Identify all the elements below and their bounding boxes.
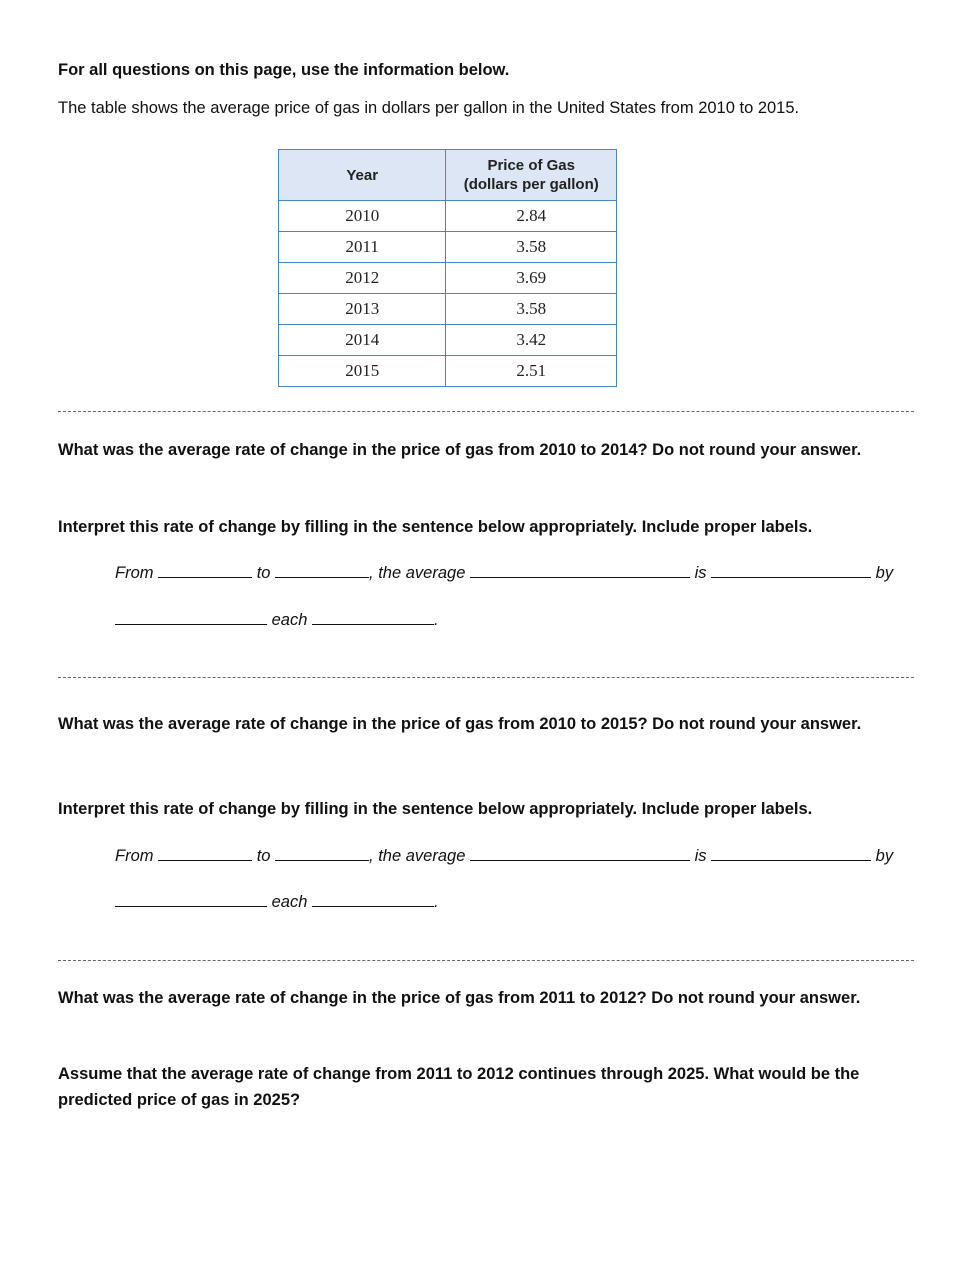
price-cell: 3.58 (446, 294, 617, 325)
each-label: each (271, 611, 308, 629)
by-label: by (875, 564, 894, 582)
price-header-line2: (dollars per gallon) (463, 176, 599, 193)
question-2-interpret: Interpret this rate of change by filling in the sentence below appropriately. Include proper labels. (58, 800, 813, 818)
year-cell: 2015 (279, 356, 446, 387)
blank-change-direction[interactable] (711, 845, 871, 861)
to-label: to (256, 847, 271, 865)
intro-heading: For all questions on this page, use the information below. (58, 61, 510, 79)
blank-from-year[interactable] (158, 562, 252, 578)
table-header-row (279, 150, 617, 201)
the-average-label: , the average (369, 564, 466, 582)
blank-to-year[interactable] (275, 845, 369, 861)
question-2: What was the average rate of change in the price of gas from 2010 to 2015? Do not round your answer. (58, 715, 862, 733)
price-cell: 3.42 (446, 325, 617, 356)
price-cell: 2.84 (446, 201, 617, 232)
intro-description: The table shows the average price of gas in dollars per gallon in the United States from 2010 to 2015. (58, 99, 800, 117)
from-label: From (115, 847, 154, 865)
blank-unit[interactable] (312, 891, 434, 907)
table-row (279, 356, 617, 387)
price-cell: 2.51 (446, 356, 617, 387)
table-row (279, 294, 617, 325)
period: . (433, 893, 439, 911)
table-row (279, 232, 617, 263)
sentence-2-line2 (115, 891, 439, 912)
sentence-1-line2 (115, 609, 439, 630)
price-column-header (446, 150, 617, 201)
gas-price-table (278, 149, 617, 387)
question-4-line2: predicted price of gas in 2025? (58, 1091, 301, 1109)
year-column-header: Year (279, 150, 446, 201)
table-row (279, 325, 617, 356)
table-row (279, 201, 617, 232)
by-label: by (875, 847, 894, 865)
year-cell: 2012 (279, 263, 446, 294)
price-cell: 3.69 (446, 263, 617, 294)
blank-change-direction[interactable] (711, 562, 871, 578)
blank-unit[interactable] (312, 609, 434, 625)
from-label: From (115, 564, 154, 582)
blank-to-year[interactable] (275, 562, 369, 578)
price-cell: 3.58 (446, 232, 617, 263)
question-1: What was the average rate of change in the price of gas from 2010 to 2014? Do not round your answer. (58, 441, 862, 459)
question-3: What was the average rate of change in the price of gas from 2011 to 2012? Do not round your answer. (58, 989, 861, 1007)
is-label: is (694, 564, 707, 582)
price-header-line1: Price of Gas (487, 157, 575, 174)
sentence-1-line1 (115, 562, 893, 583)
year-cell: 2011 (279, 232, 446, 263)
is-label: is (694, 847, 707, 865)
divider (58, 411, 914, 412)
each-label: each (271, 893, 308, 911)
blank-amount[interactable] (115, 609, 267, 625)
to-label: to (256, 564, 271, 582)
year-cell: 2014 (279, 325, 446, 356)
table-row (279, 263, 617, 294)
blank-amount[interactable] (115, 891, 267, 907)
question-4-line1: Assume that the average rate of change from 2011 to 2012 continues through 2025. What would be the (58, 1065, 860, 1083)
blank-quantity[interactable] (470, 845, 690, 861)
blank-quantity[interactable] (470, 562, 690, 578)
the-average-label: , the average (369, 847, 466, 865)
year-cell: 2010 (279, 201, 446, 232)
question-1-interpret: Interpret this rate of change by filling in the sentence below appropriately. Include proper labels. (58, 518, 813, 536)
period: . (433, 611, 439, 629)
divider (58, 677, 914, 678)
blank-from-year[interactable] (158, 845, 252, 861)
sentence-2-line1 (115, 845, 893, 866)
divider (58, 960, 914, 961)
year-cell: 2013 (279, 294, 446, 325)
